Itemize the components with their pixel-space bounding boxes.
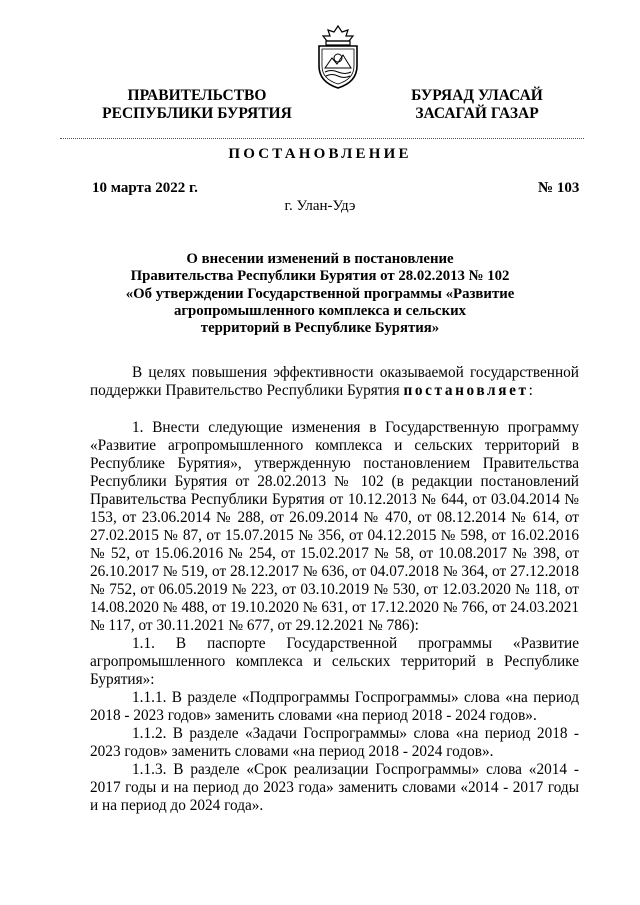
item-1-1-3-paragraph: 1.1.3. В разделе «Срок реализации Госпрограммы» слова «2014 - 2017 годы и на период до 2023 года» заменить словами «2014 - 2017 годы и на период до 2024 года». bbox=[90, 761, 579, 814]
issuer-right bbox=[392, 87, 562, 123]
item-1-1-2-paragraph: 1.1.2. В разделе «Задачи Госпрограммы» слова «на период 2018 - 2023 годов» заменить словами «на период 2018 - 2024 годов». bbox=[90, 725, 579, 760]
resolves-word: постановляет bbox=[403, 382, 529, 399]
issuer-right-line2: ЗАСАГАЙ ГАЗАР bbox=[415, 105, 539, 122]
issuer-right-line1: БУРЯАД УЛАСАЙ bbox=[411, 87, 543, 104]
document-date: 10 марта 2022 г. bbox=[92, 180, 198, 196]
document-city: г. Улан-Удэ bbox=[284, 198, 356, 214]
preamble-text: В целях повышения эффективности оказываемой государственной поддержки Правительство Республики Бурятия bbox=[90, 364, 579, 399]
subject-line: Правительства Республики Бурятия от 28.02.2013 № 102 bbox=[130, 268, 510, 285]
item-1-1-1-paragraph: 1.1.1. В разделе «Подпрограммы Госпрограммы» слова «на период 2018 - 2023 годов» заменить словами «на период 2018 - 2024 годов». bbox=[90, 689, 579, 724]
issuer-left-line1: ПРАВИТЕЛЬСТВО bbox=[127, 87, 267, 104]
subject-line: «Об утверждении Государственной программы «Развитие bbox=[125, 285, 515, 302]
item-1-1-paragraph: 1.1. В паспорте Государственной программы «Развитие агропромышленного комплекса и сельских территорий в Республике Бурятия»: bbox=[90, 635, 579, 688]
subject-line: О внесении изменений в постановление bbox=[186, 251, 454, 267]
header-divider bbox=[60, 138, 584, 139]
preamble-colon: : bbox=[528, 382, 533, 399]
document-type-title: ПОСТАНОВЛЕНИЕ bbox=[228, 146, 412, 162]
document-body bbox=[90, 364, 579, 815]
issuer-left bbox=[82, 87, 312, 123]
subject-line: территорий в Республике Бурятия» bbox=[200, 320, 440, 337]
coat-of-arms-icon bbox=[313, 24, 363, 90]
document-number: № 103 bbox=[538, 180, 580, 196]
item-1-paragraph: 1. Внести следующие изменения в Государственную программу «Развитие агропромышленного комплекса и сельских территорий в Республике Бурятия», утвержденную постановлением Правительства Республики Бурятия от 28.02.2013 № 102 (в редакции постановлений Правительства Республики Бурятия от 10.12.2013 № 644, от 03.04.2014 № 153, от 23.06.2014 № 288, от 26.09.2014 № 470, от 08.12.2014 № 614, от 27.02.2015 № 87, от 15.07.2015 № 356, от 04.12.2015 № 598, от 16.02.2016 № 52, от 15.06.2016 № 254, от 15.02.2017 № 58, от 10.08.2017 № 398, от 26.10.2017 № 519, от 28.12.2017 № 636, от 04.07.2018 № 364, от 27.12.2018 № 752, от 06.05.2019 № 223, от 03.10.2019 № 530, от 12.03.2020 № 118, от 14.08.2020 № 488, от 19.10.2020 № 631, от 17.12.2020 № 766, от 24.03.2021 № 117, от 30.11.2021 № 677, от 29.12.2021 № 786): bbox=[90, 419, 579, 634]
subject-line: агропромышленного комплекса и сельских bbox=[173, 302, 467, 319]
issuer-left-line2: РЕСПУБЛИКИ БУРЯТИЯ bbox=[102, 105, 292, 122]
document-subject bbox=[90, 251, 550, 337]
preamble-paragraph bbox=[90, 364, 579, 400]
